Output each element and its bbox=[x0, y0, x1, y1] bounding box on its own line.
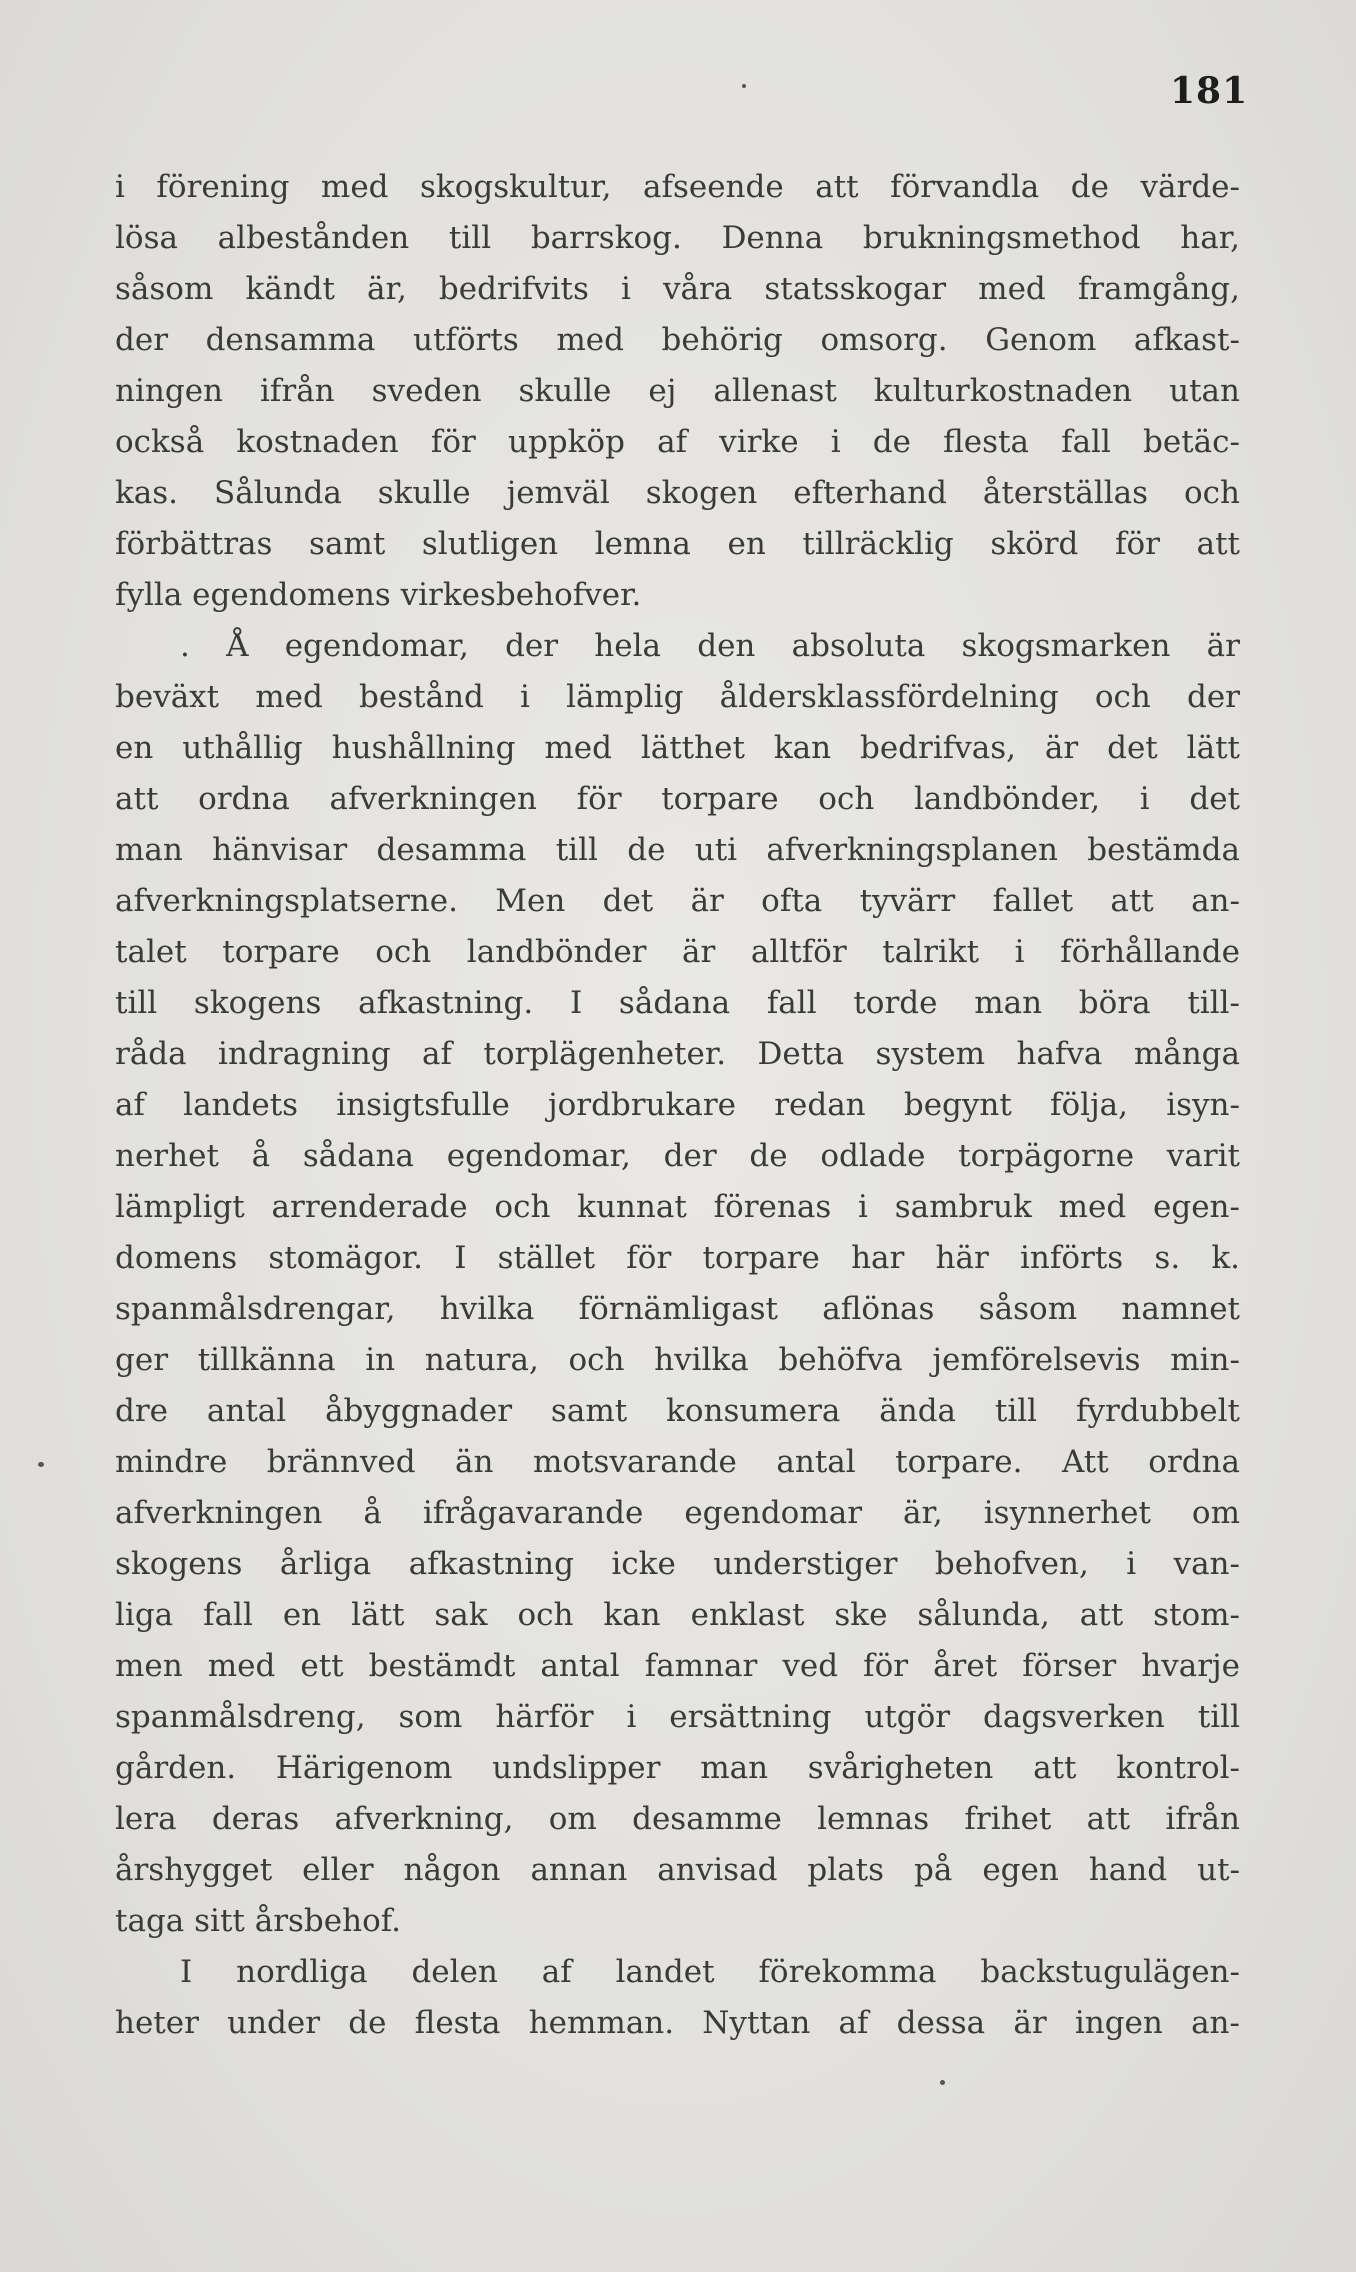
text-line: ningen ifrån sveden skulle ej allenast kulturkostnaden utan bbox=[115, 373, 1240, 409]
paper-speck bbox=[742, 84, 746, 88]
text-line: lera deras afverkning, om desamme lemnas frihet att ifrån bbox=[115, 1801, 1240, 1837]
text-line: man hänvisar desamma till de uti afverkningsplanen bestämda bbox=[115, 832, 1240, 868]
text-line: råda indragning af torplägenheter. Detta system hafva många bbox=[115, 1036, 1240, 1072]
text-line: att ordna afverkningen för torpare och landbönder, i det bbox=[115, 781, 1240, 817]
text-line: lösa albestånden till barrskog. Denna brukningsmethod har, bbox=[115, 220, 1240, 256]
text-line: dre antal åbyggnader samt konsumera ända till fyrdubbelt bbox=[115, 1393, 1240, 1429]
text-line: nerhet å sådana egendomar, der de odlade torpägorne varit bbox=[115, 1138, 1240, 1174]
text-line: heter under de flesta hemman. Nyttan af dessa är ingen an- bbox=[115, 2005, 1240, 2041]
paper-speck bbox=[38, 1462, 44, 1467]
text-line: af landets insigtsfulle jordbrukare redan begynt följa, isyn- bbox=[115, 1087, 1240, 1123]
text-line: skogens årliga afkastning icke understiger behofven, i van- bbox=[115, 1546, 1240, 1582]
text-line: förbättras samt slutligen lemna en tillräcklig skörd för att bbox=[115, 526, 1240, 562]
text-line: årshygget eller någon annan anvisad plats på egen hand ut- bbox=[115, 1852, 1240, 1888]
text-line: domens stomägor. I stället för torpare har här införts s. k. bbox=[115, 1240, 1240, 1276]
text-line: en uthållig hushållning med lätthet kan bedrifvas, är det lätt bbox=[115, 730, 1240, 766]
text-line: beväxt med bestånd i lämplig åldersklassfördelning och der bbox=[115, 679, 1240, 715]
text-line: i förening med skogskultur, afseende att förvandla de värde- bbox=[115, 169, 1240, 205]
page-number: 181 bbox=[1170, 70, 1249, 112]
text-line: lämpligt arrenderade och kunnat förenas i sambruk med egen- bbox=[115, 1189, 1240, 1225]
text-line: talet torpare och landbönder är alltför talrikt i förhållande bbox=[115, 934, 1240, 970]
text-line: också kostnaden för uppköp af virke i de flesta fall betäc- bbox=[115, 424, 1240, 460]
paragraph-start-line: . Å egendomar, der hela den absoluta skogsmarken är bbox=[180, 628, 1240, 664]
text-line: kas. Sålunda skulle jemväl skogen efterhand återställas och bbox=[115, 475, 1240, 511]
text-line: taga sitt årsbehof. bbox=[115, 1903, 401, 1939]
text-line: liga fall en lätt sak och kan enklast ske sålunda, att stom- bbox=[115, 1597, 1240, 1633]
text-line: ger tillkänna in natura, och hvilka behöfva jemförelsevis min- bbox=[115, 1342, 1240, 1378]
text-line: men med ett bestämdt antal famnar ved för året förser hvarje bbox=[115, 1648, 1240, 1684]
text-line: der densamma utförts med behörig omsorg. Genom afkast- bbox=[115, 322, 1240, 358]
text-line: gården. Härigenom undslipper man svårigheten att kontrol- bbox=[115, 1750, 1240, 1786]
paper-speck bbox=[940, 2080, 945, 2085]
paragraph-start-line: I nordliga delen af landet förekomma backstugulägen- bbox=[180, 1954, 1240, 1990]
text-line: afverkningsplatserne. Men det är ofta tyvärr fallet att an- bbox=[115, 883, 1240, 919]
text-line: spanmålsdreng, som härför i ersättning utgör dagsverken till bbox=[115, 1699, 1240, 1735]
text-line: till skogens afkastning. I sådana fall torde man böra till- bbox=[115, 985, 1240, 1021]
text-line: spanmålsdrengar, hvilka förnämligast aflönas såsom namnet bbox=[115, 1291, 1240, 1327]
text-line: mindre brännved än motsvarande antal torpare. Att ordna bbox=[115, 1444, 1240, 1480]
text-line: såsom kändt är, bedrifvits i våra statsskogar med framgång, bbox=[115, 271, 1240, 307]
body-text bbox=[115, 162, 1240, 2049]
text-line: fylla egendomens virkesbehofver. bbox=[115, 577, 642, 613]
text-line: afverkningen å ifrågavarande egendomar är, isynnerhet om bbox=[115, 1495, 1240, 1531]
